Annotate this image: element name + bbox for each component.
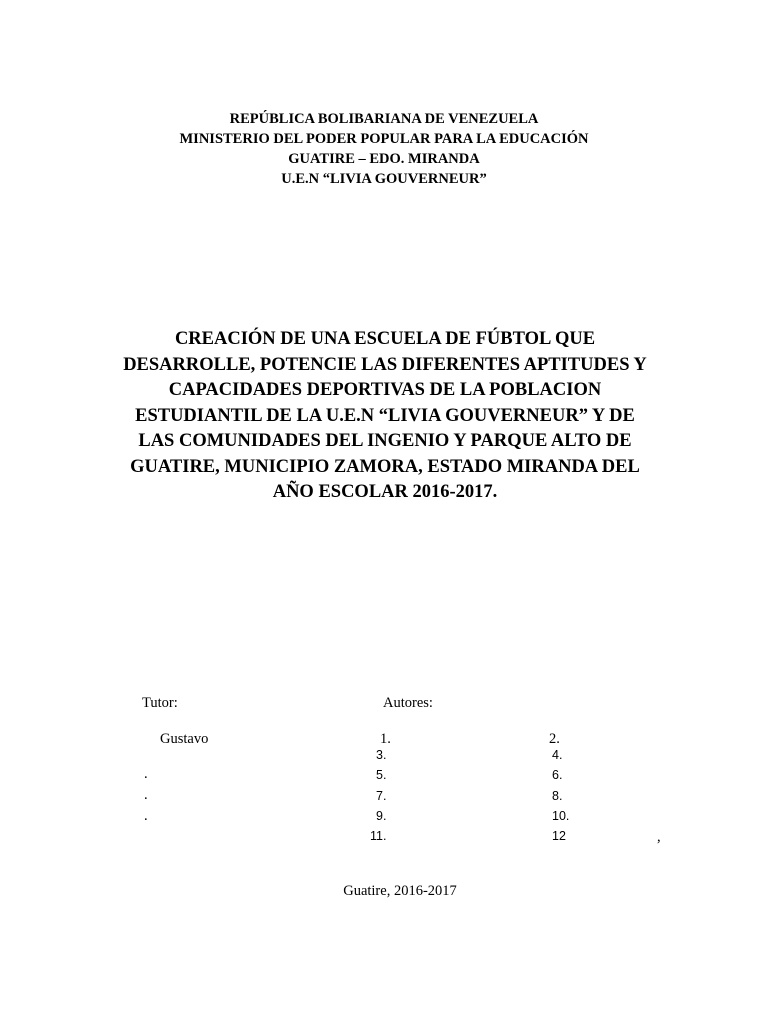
list-dot: . xyxy=(144,787,148,803)
list-dot: . xyxy=(144,808,148,824)
title-line: CAPACIDADES DEPORTIVAS DE LA POBLACION xyxy=(168,380,602,400)
header-line-school: U.E.N “LIVIA GOUVERNEUR” xyxy=(281,171,487,187)
title-line: LAS COMUNIDADES DEL INGENIO Y PARQUE ALTO DE xyxy=(138,431,632,451)
author-number: 11. xyxy=(370,829,387,843)
author-number: 10. xyxy=(552,809,570,823)
author-number: 9. xyxy=(376,809,387,823)
title-line: GUATIRE, MUNICIPIO ZAMORA, ESTADO MIRANDA DEL xyxy=(130,456,640,477)
tutor-name: Gustavo xyxy=(160,731,209,747)
place-and-date: Guatire, 2016-2017 xyxy=(343,883,457,899)
author-number: 2. xyxy=(549,731,560,747)
title-line: DESARROLLE, POTENCIE LAS DIFERENTES APTITUDES Y xyxy=(123,354,647,375)
tutor-label: Tutor: xyxy=(142,695,178,711)
author-number: 8. xyxy=(552,789,563,803)
author-number: 4. xyxy=(552,748,563,762)
title-line: CREACIÓN DE UNA ESCUELA DE FÚBTOL QUE xyxy=(174,329,596,349)
author-number: 1. xyxy=(380,731,391,747)
document-title xyxy=(120,327,650,506)
header-line-republic: REPÚBLICA BOLIBARIANA DE VENEZUELA xyxy=(229,111,539,127)
title-line: ESTUDIANTIL DE LA U.E.N “LIVIA GOUVERNEUR” Y DE xyxy=(135,405,635,426)
institution-header xyxy=(0,109,768,189)
author-number: 5. xyxy=(376,768,387,782)
author-number: 6. xyxy=(552,768,563,782)
author-number: 12 xyxy=(552,829,566,843)
autores-label: Autores: xyxy=(383,695,433,711)
list-dot: . xyxy=(144,766,148,782)
list-comma: , xyxy=(657,829,661,845)
header-line-ministry: MINISTERIO DEL PODER POPULAR PARA LA EDUCACIÓN xyxy=(179,131,589,147)
author-number: 7. xyxy=(376,789,387,803)
header-line-location: GUATIRE – EDO. MIRANDA xyxy=(288,151,480,167)
author-number: 3. xyxy=(376,748,387,762)
title-line: AÑO ESCOLAR 2016-2017. xyxy=(272,482,498,502)
